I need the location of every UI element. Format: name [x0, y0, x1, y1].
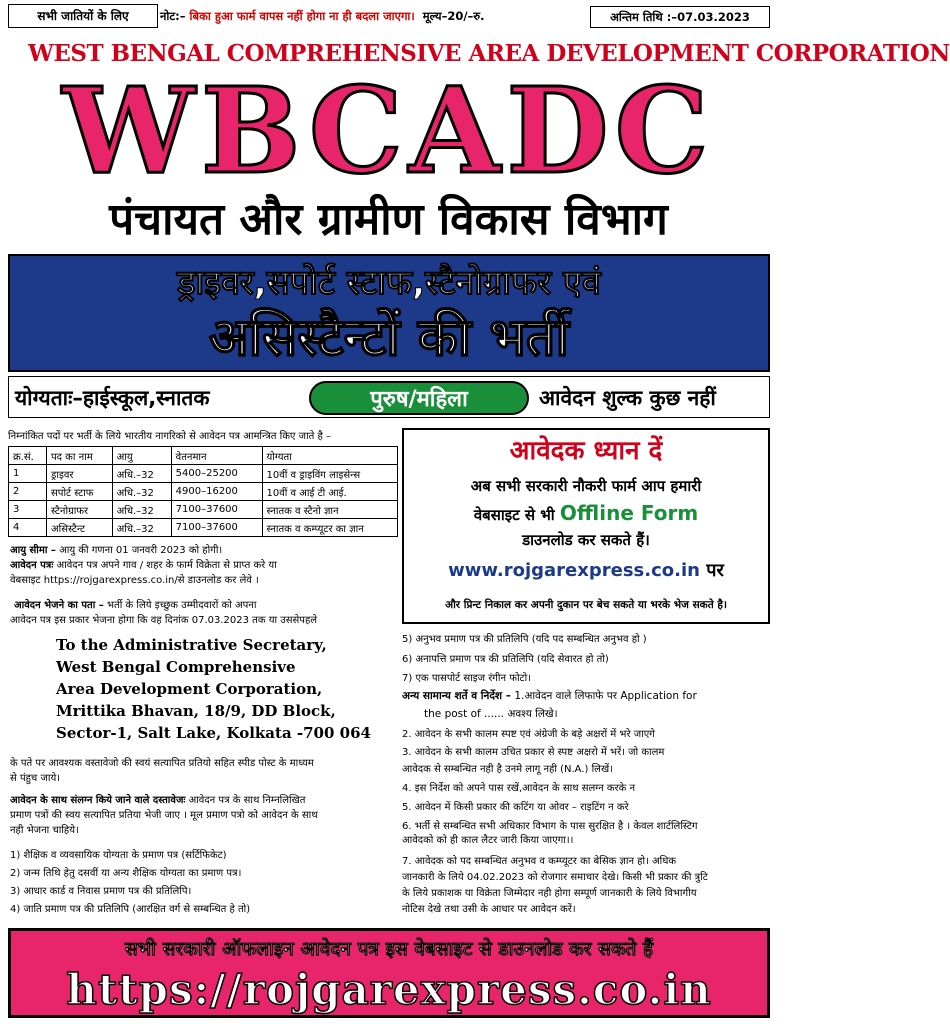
- docs-text-1: आवेदन पत्र के साथ निम्नलिखित: [188, 795, 306, 806]
- age-limit: [10, 543, 222, 558]
- doc-item: 1) शैक्षिक व व्यवसायिक योग्यता के प्रमाण पत्र (सर्टिफिकेट): [10, 850, 227, 861]
- form-info: [10, 558, 277, 573]
- cell: ड्राइवर: [47, 465, 113, 483]
- docs-text-3: नही भेजना चाहिये।: [10, 825, 79, 836]
- notice-title: आवेदक ध्यान दें: [509, 436, 663, 466]
- posts-line-2: असिस्टैन्टों की भर्ती: [208, 308, 570, 368]
- doc-item: 4) जाति प्रमाण पत्र की प्रतिलिपि (आरक्षित वर्ग से सम्बन्धित हे तो): [10, 904, 251, 915]
- address-line: West Bengal Comprehensive: [56, 658, 296, 676]
- department-title: पंचायत और ग्रामीण विकास विभाग: [109, 194, 668, 245]
- condition-item: 2. आवेदन के सभी कालम स्पष्ट एवं अंग्रेजी के बड़े अक्षरों में भरे जाएगे: [402, 729, 655, 740]
- conditions-1b: the post of ...... अवश्य लिखे।: [424, 708, 558, 720]
- cell: 7100–37600: [171, 501, 262, 519]
- after-address-2: से पंहुच जाये।: [10, 773, 61, 784]
- posts-line-1: ड्राइवर,सपोर्ट स्टाफ,स्टैनोग्राफर एवं: [177, 263, 601, 303]
- note-text: बिका हुआ फार्म वापस नहीं होगा ना ही बदला जाएगा।: [189, 9, 415, 23]
- condition-item: आवेदको को ही काल लैटर जारी किया जाएगा।।: [402, 835, 574, 846]
- table-row: [9, 519, 398, 537]
- notice-website-line: [404, 556, 768, 586]
- address-line: Area Development Corporation,: [56, 680, 323, 698]
- cell: स्टैनोग्राफर: [47, 501, 113, 519]
- cell: 7100–37600: [171, 519, 262, 537]
- doc-item: 7) एक पासपोर्ट साइज रंगीन फोटो।: [402, 673, 531, 684]
- last-date-label: अन्तिम तिथि :–07.03.2023: [590, 6, 770, 28]
- audience-label: सभी जातियों के लिए: [8, 4, 158, 28]
- condition-item: के लिये प्रकाशक या विक्रेता जिम्मेदार नही होगा सम्पूर्ण जानकारी के लिये विभागीय: [402, 888, 697, 899]
- after-address-1: के पते पर आवश्यक वस्तावेजो की स्वयं सत्यापित प्रतियो सहित स्पीड पोस्ट के माध्यम: [10, 758, 314, 769]
- notice-website-suffix: पर: [706, 560, 724, 581]
- footer-url-link[interactable]: https://rojgarexpress.co.in: [66, 965, 712, 1014]
- notice-line-2: [404, 500, 768, 528]
- cell: 10वीं व आई टी आई.: [262, 483, 398, 501]
- table-row: [9, 465, 398, 483]
- condition-item: 6. भर्ती से सम्बन्धित सभी अधिकार विभाग के पास सुरक्षित है । केवल शार्टलिस्टिग: [402, 821, 698, 832]
- cell: अधि.–32: [112, 501, 171, 519]
- cell: अधि.–32: [112, 519, 171, 537]
- cell: स्नातक व कम्प्यूटर का ज्ञान: [262, 519, 398, 537]
- notice-line-3: डाउनलोड कर सकते हैं।: [522, 531, 650, 549]
- cell: अधि.–32: [112, 483, 171, 501]
- age-label: आयु सीमा –: [10, 545, 56, 556]
- address-line: Mrittika Bhavan, 18/9, DD Block,: [56, 702, 336, 720]
- fee-text: आवेदन शुल्क कुछ नहीं: [539, 386, 716, 410]
- qualification-text: योग्यताः–हाईस्कूल,स्नातक: [15, 386, 210, 410]
- send-text-1: भर्ती के लिये इच्छुक उम्मीदवारों को अपना: [107, 600, 257, 611]
- address-block: [56, 634, 396, 744]
- footer-line-1: सभी सरकारी ऑफलाइन आवेदन पत्र इस वेबसाइट से डाउनलोड कर सकते हैं: [124, 938, 654, 960]
- footer-banner: [8, 928, 770, 1018]
- col-header: वेतनमान: [171, 447, 262, 465]
- notice-box: [402, 428, 770, 624]
- send-text-2: आवेदन पत्र इस प्रकार भेजना होगा कि वह दिनांक 07.03.2023 तक या उससेपहले: [10, 615, 318, 626]
- condition-item: 5. आवेदन में किसी प्रकार की कटिंग या ओवर – राइटिंग न करे: [402, 802, 629, 813]
- col-header: आयु: [112, 447, 171, 465]
- offline-form-highlight: Offline Form: [559, 501, 699, 525]
- col-header: योग्यता: [262, 447, 398, 465]
- send-info: [14, 598, 256, 613]
- age-text: आयु की गणना 01 जनवरी 2023 को होगी।: [59, 545, 223, 556]
- col-header: पद का नाम: [47, 447, 113, 465]
- conditions-1a: 1.आवेदन वाले लिफाफे पर Application for: [514, 690, 697, 702]
- conditions-label: अन्य सामान्य शर्ते व निर्देश –: [402, 690, 511, 702]
- condition-item: 3. आवेदन के सभी कालम उचित प्रकार से स्पष्ट अक्षरो में भरें। जो कालम: [402, 747, 665, 758]
- price-label: मूल्य–20/–रु.: [422, 9, 485, 23]
- cell: 10वीं व ड्राइविंग लाइसेन्स: [262, 465, 398, 483]
- note-label: नोट:–: [160, 9, 186, 23]
- corporation-name: WEST BENGAL COMPREHENSIVE AREA DEVELOPMENT CORPORATION: [28, 40, 950, 67]
- notice-website-link[interactable]: www.rojgarexpress.co.in: [448, 560, 700, 581]
- form-text-1: आवेदन पत्र अपने गाव / शहर के फार्म विक्रेता से प्राप्त करे या: [56, 560, 277, 571]
- cell: 2: [9, 483, 47, 501]
- notice-line-1: अब सभी सरकारी नौकरी फार्म आप हमारी: [470, 477, 702, 495]
- form-label: आवेदन पत्रः: [10, 560, 54, 571]
- condition-item: 7. आवेदक को पद सम्बन्धित अनुभव व कम्प्यूटर का बेसिक ज्ञान हो। अधिक: [402, 856, 677, 867]
- cell: 4900–16200: [171, 483, 262, 501]
- posts-banner: [8, 254, 770, 372]
- notice-line-5: और प्रिन्ट निकाल कर अपनी दुकान पर बेच सकते या भरके भेज सकते है।: [445, 599, 727, 611]
- cell: सपोर्ट स्टाफ: [47, 483, 113, 501]
- cell: 4: [9, 519, 47, 537]
- acronym-title: WBCADC: [62, 61, 715, 200]
- notice-line-2-pre: वेबसाइट से भी: [473, 506, 555, 524]
- table-intro: निम्नांकित पदों पर भर्ती के लिये भारतीय नागरिको से आवेदन पत्र आमन्त्रित किए जाते है –: [8, 431, 332, 442]
- condition-item: जानकारी के लिये 04.02.2023 को रोजगार समाचार देखे। किसी भी प्रकार की त्रुटि: [402, 872, 708, 883]
- cell: 1: [9, 465, 47, 483]
- doc-item: 3) आधार कार्ड व निवास प्रमाण पत्र की प्रतिलिपि।: [10, 886, 192, 897]
- cell: 5400–25200: [171, 465, 262, 483]
- posts-table: [8, 446, 398, 537]
- table-header-row: [9, 447, 398, 465]
- docs-heading: [10, 793, 305, 808]
- docs-label: आवेदन के साथ संलग्न किये जाने वाले दस्तावेजः: [10, 795, 186, 806]
- send-label: आवेदन भेजने का पता –: [14, 600, 104, 611]
- doc-item: 5) अनुभव प्रमाण पत्र की प्रतिलिपि (यदि पद सम्बन्धित अनुभव हो ): [402, 634, 647, 645]
- form-text-2: वेबसाइट https://rojgarexpress.co.in/से डाउनलोड कर लेवे ।: [10, 575, 259, 586]
- condition-item: नोटिस देखे तथा उसी के आधार पर आवेदन करें।: [402, 904, 576, 915]
- conditions-heading: [402, 689, 697, 704]
- doc-item: 2) जन्म तिथि हेतु दसवीं या अन्य शैक्षिक योग्यता का प्रमाण पत्र।: [10, 868, 242, 879]
- table-row: [9, 483, 398, 501]
- header-note: [160, 4, 580, 28]
- docs-text-2: प्रमाण पत्रों की स्वय सत्यापित प्रतिया भेजी जाए । मूल प्रमाण पत्रो को आवेदन के साथ: [10, 810, 318, 821]
- cell: अधि.–32: [112, 465, 171, 483]
- cell: स्नातक व स्टैनो ज्ञान: [262, 501, 398, 519]
- doc-item: 6) अनापत्ति प्रमाण पत्र की प्रतिलिपि (यदि सेवारत हो तो): [402, 654, 609, 665]
- col-header: क्र.सं.: [9, 447, 47, 465]
- address-line: To the Administrative Secretary,: [56, 636, 327, 654]
- cell: असिस्टैन्ट: [47, 519, 113, 537]
- condition-item: 4. इस निर्देश को अपने पास रखें,आवेदन के साथ सलग्न करके न: [402, 783, 636, 794]
- gender-badge: पुरुष/महिला: [309, 381, 529, 415]
- cell: 3: [9, 501, 47, 519]
- condition-item: आवेदक से सम्बन्धित नही है उनमे लागू नही (N.A.) लिखें।: [402, 764, 613, 775]
- address-line: Sector-1, Salt Lake, Kolkata -700 064: [56, 724, 371, 742]
- table-row: [9, 501, 398, 519]
- qualification-row: [8, 376, 770, 418]
